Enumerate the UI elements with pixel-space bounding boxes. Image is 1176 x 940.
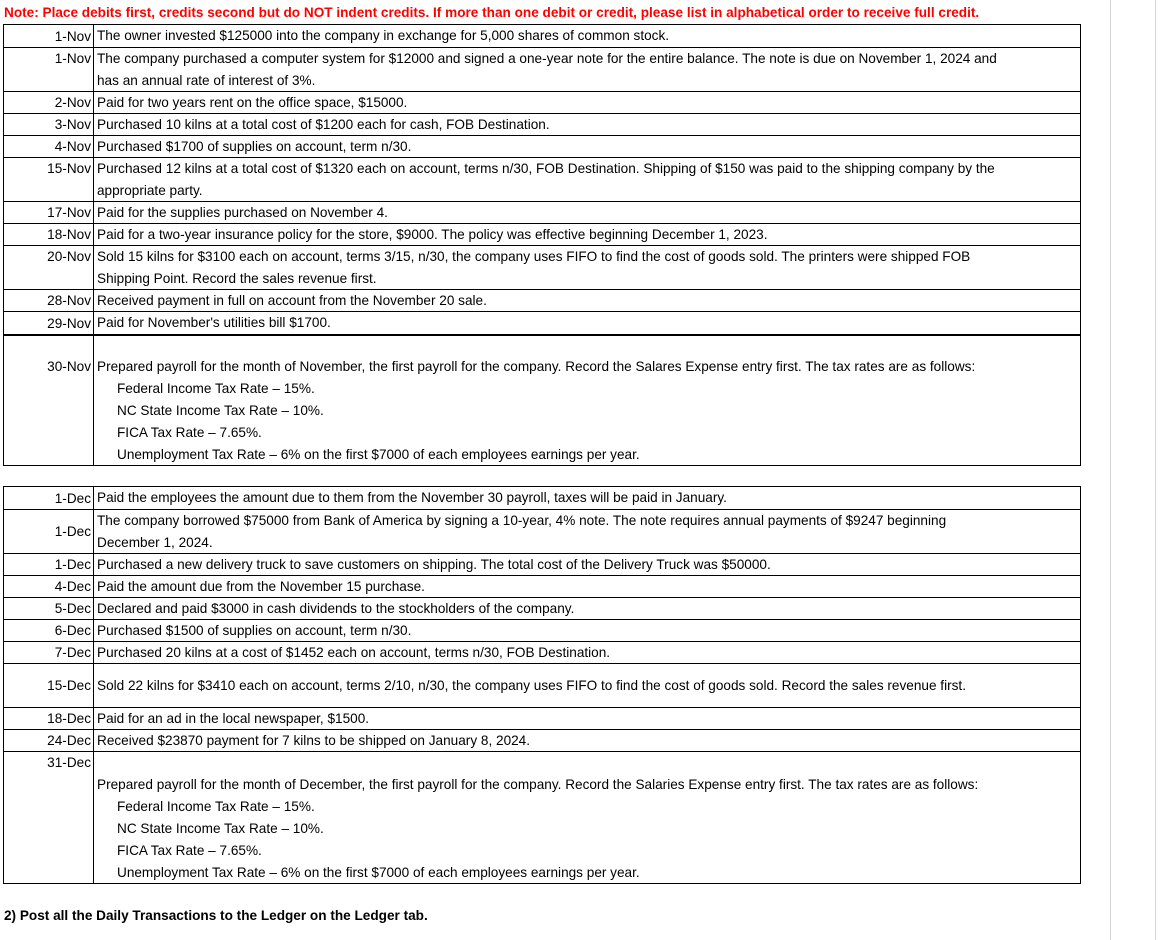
- table-row[interactable]: [4, 223, 1080, 245]
- transaction-date: 24-Dec: [4, 730, 94, 751]
- transaction-text: appropriate party.: [97, 183, 203, 198]
- transaction-text: has an annual rate of interest of 3%.: [97, 73, 316, 88]
- transaction-date: 4-Dec: [4, 576, 94, 597]
- transaction-text: December 1, 2024.: [97, 535, 213, 550]
- transaction-date: 15-Nov: [4, 158, 94, 201]
- transaction-text: Paid the amount due from the November 15 purchase.: [97, 579, 425, 594]
- table-row[interactable]: [4, 135, 1080, 157]
- transaction-text: Prepared payroll for the month of November, the first payroll for the company. Record the Salares Expense entry first. The tax rates are as follows:: [97, 359, 976, 374]
- transaction-text: Shipping Point. Record the sales revenue first.: [97, 271, 377, 286]
- table-row[interactable]: [4, 201, 1080, 223]
- november-payroll-table: [3, 335, 1081, 466]
- transaction-date: 31-Dec: [4, 752, 94, 883]
- tax-rate-state: NC State Income Tax Rate – 10%.: [117, 821, 324, 836]
- transaction-text: Purchased 12 kilns at a total cost of $1320 each on account, terms n/30, FOB Destination. Shipping of $150 was paid to the shipping company by the: [97, 161, 995, 176]
- table-row[interactable]: [4, 47, 1080, 91]
- table-row[interactable]: [4, 597, 1080, 619]
- transaction-date: 6-Dec: [4, 620, 94, 641]
- transaction-text: Purchased 20 kilns at a cost of $1452 each on account, terms n/30, FOB Destination.: [97, 645, 611, 660]
- transaction-text: Paid for an ad in the local newspaper, $1500.: [97, 711, 370, 726]
- table-row[interactable]: [4, 707, 1080, 729]
- transaction-text: Sold 22 kilns for $3410 each on account, terms 2/10, n/30, the company uses FIFO to find the cost of goods sold. Record the sales revenue first.: [97, 677, 966, 693]
- transaction-text: Purchased 10 kilns at a total cost of $1200 each for cash, FOB Destination.: [97, 117, 550, 132]
- table-row[interactable]: [4, 575, 1080, 597]
- table-row[interactable]: [4, 729, 1080, 751]
- table-row[interactable]: [4, 157, 1080, 201]
- transaction-date: 15-Dec: [4, 664, 94, 707]
- transaction-text: Paid for November's utilities bill $1700.: [97, 315, 331, 330]
- transaction-date: 30-Nov: [4, 336, 94, 465]
- transaction-text: The company purchased a computer system for $12000 and signed a one-year note for the entire balance. The note is due on November 1, 2024 and: [97, 51, 997, 66]
- table-row[interactable]: [4, 509, 1080, 553]
- transaction-date: 1-Dec: [4, 554, 94, 575]
- table-row[interactable]: [4, 553, 1080, 575]
- transaction-date: 1-Dec: [4, 487, 94, 509]
- december-transactions-table: [3, 486, 1081, 884]
- table-row[interactable]: [4, 751, 1080, 883]
- table-row[interactable]: [4, 663, 1080, 707]
- task-instruction: 2) Post all the Daily Transactions to the Ledger on the Ledger tab.: [4, 908, 428, 923]
- tax-rate-federal: Federal Income Tax Rate – 15%.: [117, 799, 315, 814]
- tax-rate-fica: FICA Tax Rate – 7.65%.: [117, 843, 262, 858]
- transaction-text: Purchased $1700 of supplies on account, term n/30.: [97, 139, 412, 154]
- table-row[interactable]: [4, 311, 1080, 334]
- transaction-date: 5-Dec: [4, 598, 94, 619]
- transaction-text: Purchased a new delivery truck to save customers on shipping. The total cost of the Delivery Truck was $50000.: [97, 557, 771, 572]
- grid-line: [1110, 0, 1111, 940]
- transaction-date: 29-Nov: [4, 312, 94, 334]
- transaction-text: Received $23870 payment for 7 kilns to be shipped on January 8, 2024.: [97, 733, 531, 748]
- transaction-date: 1-Dec: [4, 510, 94, 553]
- tax-rate-state: NC State Income Tax Rate – 10%.: [117, 403, 324, 418]
- table-row[interactable]: [4, 641, 1080, 663]
- table-row[interactable]: [4, 113, 1080, 135]
- transaction-text: Paid the employees the amount due to them from the November 30 payroll, taxes will be paid in January.: [97, 490, 727, 505]
- instruction-note: Note: Place debits first, credits second but do NOT indent credits. If more than one debit or credit, please list in alphabetical order to receive full credit.: [4, 5, 980, 20]
- table-row[interactable]: [4, 91, 1080, 113]
- transaction-date: 28-Nov: [4, 290, 94, 311]
- transaction-date: 2-Nov: [4, 92, 94, 113]
- transaction-text: Paid for a two-year insurance policy for the store, $9000. The policy was effective beginning December 1, 2023.: [97, 227, 768, 242]
- table-row[interactable]: [4, 245, 1080, 289]
- transaction-text: The company borrowed $75000 from Bank of America by signing a 10-year, 4% note. The note requires annual payments of $9247 beginning: [97, 513, 947, 528]
- transaction-date: 18-Nov: [4, 224, 94, 245]
- table-row[interactable]: [4, 487, 1080, 509]
- table-row[interactable]: [4, 25, 1080, 47]
- tax-rate-unemployment: Unemployment Tax Rate – 6% on the first $7000 of each employees earnings per year.: [117, 865, 640, 880]
- november-transactions-table: [3, 24, 1081, 335]
- transaction-text: Declared and paid $3000 in cash dividends to the stockholders of the company.: [97, 601, 575, 616]
- transaction-date: 1-Nov: [4, 48, 94, 91]
- transaction-text: Prepared payroll for the month of December, the first payroll for the company. Record the Salaries Expense entry first. The tax rates are as follows:: [97, 777, 979, 792]
- transaction-date: 17-Nov: [4, 202, 94, 223]
- transaction-date: 18-Dec: [4, 708, 94, 729]
- table-row[interactable]: [4, 289, 1080, 311]
- transaction-text: The owner invested $125000 into the company in exchange for 5,000 shares of common stock.: [97, 28, 670, 43]
- transaction-text: Received payment in full on account from the November 20 sale.: [97, 293, 487, 308]
- table-row[interactable]: [4, 619, 1080, 641]
- transaction-text: Sold 15 kilns for $3100 each on account, terms 3/15, n/30, the company uses FIFO to find the cost of goods sold. The printers were shipped FOB: [97, 249, 971, 264]
- tax-rate-fica: FICA Tax Rate – 7.65%.: [117, 425, 262, 440]
- tax-rate-federal: Federal Income Tax Rate – 15%.: [117, 381, 315, 396]
- transaction-text: Paid for two years rent on the office space, $15000.: [97, 95, 408, 110]
- table-row[interactable]: [4, 336, 1080, 465]
- grid-line: [1155, 0, 1156, 940]
- tax-rate-unemployment: Unemployment Tax Rate – 6% on the first $7000 of each employees earnings per year.: [117, 447, 640, 462]
- transaction-date: 20-Nov: [4, 246, 94, 289]
- transaction-text: Paid for the supplies purchased on November 4.: [97, 205, 388, 220]
- transaction-date: 4-Nov: [4, 136, 94, 157]
- transaction-date: 1-Nov: [4, 25, 94, 47]
- transaction-date: 3-Nov: [4, 114, 94, 135]
- transaction-text: Purchased $1500 of supplies on account, term n/30.: [97, 623, 412, 638]
- transaction-date: 7-Dec: [4, 642, 94, 663]
